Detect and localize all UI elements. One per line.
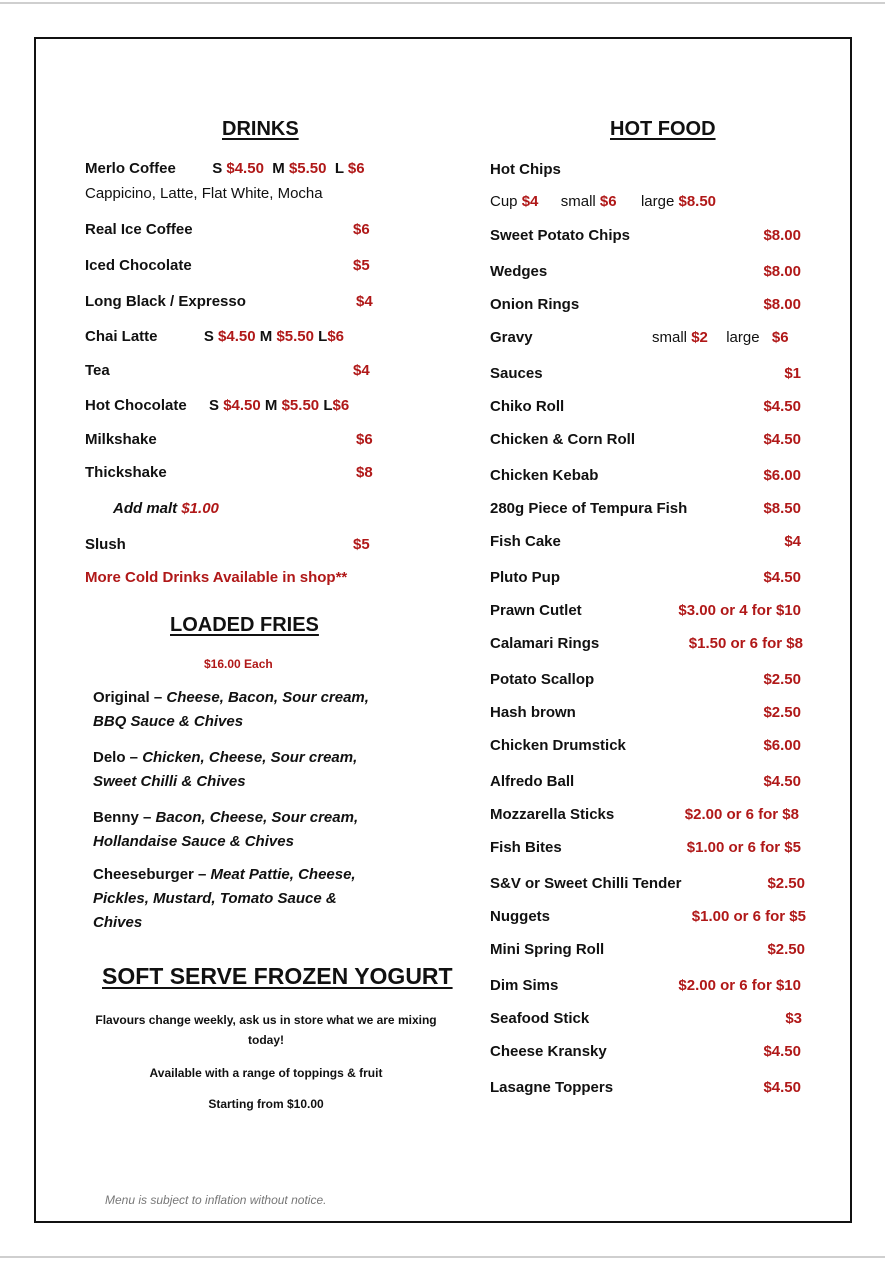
size-s-price: $4.50 — [223, 397, 261, 414]
malt-label: Add malt — [113, 500, 178, 517]
fries-name: Delo – — [93, 749, 143, 766]
chai-latte-row — [85, 328, 344, 345]
item-name: Chicken Drumstick — [490, 737, 626, 754]
item-price: $4 — [784, 533, 801, 550]
fries-name: Benny – — [93, 809, 156, 826]
item-price: $2.00 or 6 for $10 — [678, 977, 801, 994]
size-l-label: L — [318, 328, 328, 345]
size-l-price: $6 — [332, 397, 350, 414]
size-m-label: M — [259, 328, 273, 345]
item-name: Iced Chocolate — [85, 257, 192, 274]
item-price: $6.00 — [763, 467, 801, 484]
yogurt-flavours-text: Flavours change weekly, ask us in store what we are mixing today! — [95, 1013, 437, 1047]
malt-price: $1.00 — [181, 500, 219, 517]
bottom-divider — [0, 1256, 885, 1258]
yogurt-price-text: Starting from $10.00 — [208, 1097, 324, 1111]
item-price: $8.00 — [763, 227, 801, 244]
fries-desc: Cheese, Bacon, Sour cream, BBQ Sauce & Chives — [93, 689, 369, 730]
item-name: Long Black / Expresso — [85, 293, 246, 310]
add-malt — [113, 500, 219, 517]
item-price: $4.50 — [763, 569, 801, 586]
cup-price: $4 — [521, 193, 539, 210]
item-price: $4.50 — [763, 1079, 801, 1096]
item-name: Mozzarella Sticks — [490, 806, 615, 823]
fries-item-delo — [93, 746, 393, 794]
item-price: $2.50 — [763, 704, 801, 721]
fries-desc: Chicken, Cheese, Sour cream, Sweet Chilli & Chives — [93, 749, 358, 790]
item-price: $6 — [356, 431, 373, 448]
item-price: $2.50 — [767, 875, 805, 892]
item-name: S&V or Sweet Chilli Tender — [490, 875, 682, 892]
size-l-label: L — [334, 160, 344, 177]
item-price: $1.00 or 6 for $5 — [691, 908, 806, 925]
item-name: Chicken Kebab — [490, 467, 599, 484]
item-price: $4 — [356, 293, 373, 310]
loaded-fries-price: $16.00 Each — [204, 657, 273, 671]
fries-item-original — [93, 686, 393, 734]
item-price: $1.00 or 6 for $5 — [686, 839, 801, 856]
size-s-price: $4.50 — [226, 160, 264, 177]
item-name: Wedges — [490, 263, 548, 280]
size-s-price: $4.50 — [218, 328, 256, 345]
item-name: Sauces — [490, 365, 543, 382]
item-price: $4.50 — [763, 431, 801, 448]
size-m-price: $5.50 — [281, 397, 320, 414]
cup-label: Cup — [490, 193, 518, 210]
drinks-heading: DRINKS — [222, 118, 299, 140]
item-name: Mini Spring Roll — [490, 941, 605, 958]
hot-chips-sizes — [490, 193, 716, 210]
large-label: large — [640, 193, 675, 210]
item-name: Gravy — [490, 329, 533, 346]
item-price: $2.50 — [763, 671, 801, 688]
item-price: $2.00 or 6 for $8 — [684, 806, 799, 823]
item-name: Lasagne Toppers — [490, 1079, 614, 1096]
item-price: $5 — [353, 536, 370, 553]
top-divider — [0, 2, 885, 4]
large-label: large — [726, 329, 760, 346]
item-name: Onion Rings — [490, 296, 580, 313]
item-name: Chiko Roll — [490, 398, 565, 415]
item-price: $6 — [353, 221, 370, 238]
item-name: Merlo Coffee — [85, 160, 176, 177]
loaded-fries-heading: LOADED FRIES — [170, 614, 319, 636]
item-name: Chicken & Corn Roll — [490, 431, 636, 448]
item-name: Potato Scallop — [490, 671, 595, 688]
item-price: $8.00 — [763, 263, 801, 280]
item-price: $4.50 — [763, 398, 801, 415]
item-name: Alfredo Ball — [490, 773, 575, 790]
item-name: Chai Latte — [85, 328, 158, 345]
hot-food-heading: HOT FOOD — [610, 118, 716, 140]
item-price: $1.50 or 6 for $8 — [688, 635, 803, 652]
size-s-label: S — [212, 160, 223, 177]
item-name: Sweet Potato Chips — [490, 227, 631, 244]
large-price: $6 — [771, 329, 789, 346]
size-l-price: $6 — [327, 328, 345, 345]
item-price: $1 — [784, 365, 801, 382]
item-name: Hot Chips — [490, 161, 561, 178]
size-l-price: $6 — [347, 160, 365, 177]
item-price: $6.00 — [763, 737, 801, 754]
item-price: $4 — [353, 362, 370, 379]
item-name: Cheese Kransky — [490, 1043, 607, 1060]
item-price: $4.50 — [763, 773, 801, 790]
item-name: Seafood Stick — [490, 1010, 590, 1027]
item-name: Dim Sims — [490, 977, 559, 994]
item-name: Pluto Pup — [490, 569, 560, 586]
item-name: Prawn Cutlet — [490, 602, 582, 619]
fries-item-cheeseburger — [93, 863, 383, 935]
item-name: Fish Bites — [490, 839, 562, 856]
fries-desc: Meat Pattie, Cheese, Pickles, Mustard, Tomato Sauce & Chives — [93, 866, 356, 931]
item-price: $2.50 — [767, 941, 805, 958]
item-name: Tea — [85, 362, 110, 379]
large-price: $8.50 — [678, 193, 717, 210]
gravy-sizes — [652, 329, 789, 346]
size-s-label: S — [203, 328, 214, 345]
fries-desc: Bacon, Cheese, Sour cream, Hollandaise Sauce & Chives — [93, 809, 359, 850]
item-name: Fish Cake — [490, 533, 561, 550]
item-name: Calamari Rings — [490, 635, 600, 652]
coffee-varieties: Cappicino, Latte, Flat White, Mocha — [85, 185, 323, 202]
small-label: small — [652, 329, 688, 346]
yogurt-toppings-text: Available with a range of toppings & fruit — [149, 1066, 383, 1080]
item-price: $3.00 or 4 for $10 — [678, 602, 801, 619]
item-name: Nuggets — [490, 908, 550, 925]
size-m-label: M — [272, 160, 285, 177]
inflation-note: Menu is subject to inflation without notice. — [105, 1193, 327, 1207]
size-l-label: L — [323, 397, 333, 414]
fries-name: Original – — [93, 689, 167, 706]
fries-name: Cheeseburger – — [93, 866, 211, 883]
item-name: 280g Piece of Tempura Fish — [490, 500, 688, 517]
item-price: $8.00 — [763, 296, 801, 313]
small-price: $6 — [599, 193, 617, 210]
item-price: $4.50 — [763, 1043, 801, 1060]
item-price: $3 — [785, 1010, 802, 1027]
item-name: Milkshake — [85, 431, 157, 448]
item-price: $8 — [356, 464, 373, 481]
fries-item-benny — [93, 806, 393, 854]
small-label: small — [560, 193, 596, 210]
size-m-price: $5.50 — [276, 328, 314, 345]
item-name: Slush — [85, 536, 126, 553]
hot-chocolate-row — [85, 397, 349, 414]
item-price: $8.50 — [763, 500, 801, 517]
size-s-label: S — [209, 397, 220, 414]
merlo-coffee-row — [85, 160, 365, 177]
size-m-price: $5.50 — [288, 160, 327, 177]
item-price: $5 — [353, 257, 370, 274]
item-name: Thickshake — [85, 464, 167, 481]
item-name: Hash brown — [490, 704, 576, 721]
small-price: $2 — [691, 329, 708, 346]
item-name: Real Ice Coffee — [85, 221, 193, 238]
size-m-label: M — [264, 397, 278, 414]
frozen-yogurt-heading: SOFT SERVE FROZEN YOGURT — [102, 963, 453, 989]
more-cold-drinks-note: More Cold Drinks Available in shop** — [85, 569, 348, 586]
item-name: Hot Chocolate — [85, 397, 187, 414]
